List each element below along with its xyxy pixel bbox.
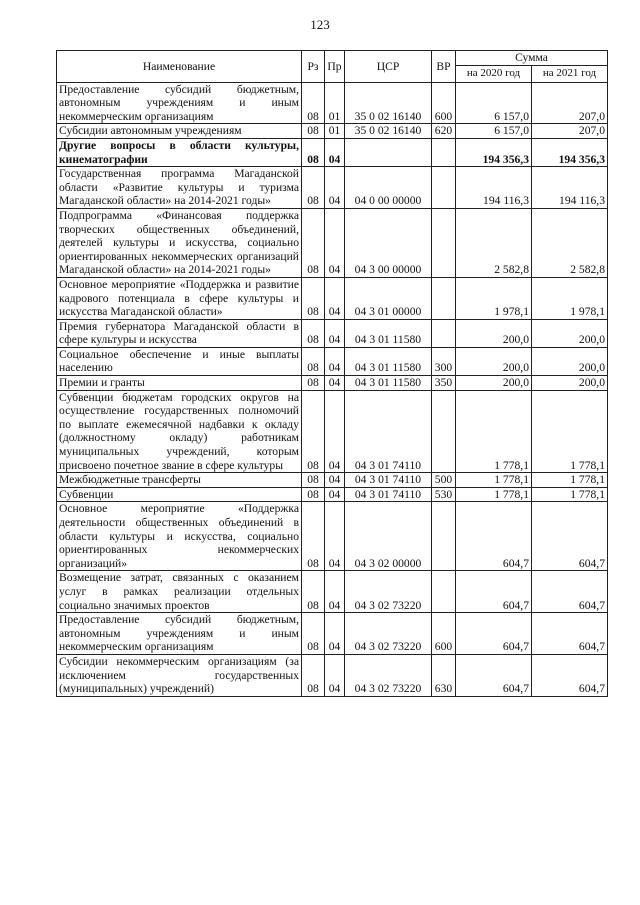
row-pr: 04 <box>325 654 345 696</box>
row-sum-2021: 604,7 <box>532 571 608 613</box>
row-pr: 04 <box>325 208 345 277</box>
header-csr: ЦСР <box>345 51 432 83</box>
row-rz: 08 <box>302 390 325 473</box>
table-row <box>57 571 608 613</box>
row-rz: 08 <box>302 502 325 571</box>
page-number: 123 <box>310 17 330 32</box>
row-vr <box>432 502 456 571</box>
row-csr: 04 0 00 00000 <box>345 167 432 209</box>
row-rz: 08 <box>302 82 325 124</box>
row-rz: 08 <box>302 124 325 139</box>
table-row <box>57 390 608 473</box>
row-vr: 630 <box>432 654 456 696</box>
table-body <box>57 82 608 696</box>
row-sum-2021: 604,7 <box>532 502 608 571</box>
row-name: Другие вопросы в области культуры, кинематографии <box>57 138 302 166</box>
row-rz: 08 <box>302 473 325 488</box>
table-row <box>57 124 608 139</box>
row-name: Предоставление субсидий бюджетным, автономным учреждениям и иным некоммерческим организациям <box>57 82 302 124</box>
row-sum-2020: 194 116,3 <box>456 167 532 209</box>
row-csr: 35 0 02 16140 <box>345 124 432 139</box>
row-csr: 04 3 01 74110 <box>345 390 432 473</box>
row-name: Государственная программа Магаданской области «Развитие культуры и туризма Магаданской области» на 2014-2021 годы» <box>57 167 302 209</box>
row-sum-2020: 604,7 <box>456 571 532 613</box>
table-row <box>57 502 608 571</box>
row-vr <box>432 208 456 277</box>
table-row <box>57 82 608 124</box>
row-name: Подпрограмма «Финансовая поддержка творческих общественных объединений, деятелей культуры и искусства, социально ориентированных некоммерческих организаций Магаданской области» на 2014-2021 годы» <box>57 208 302 277</box>
row-pr: 04 <box>325 376 345 391</box>
row-vr <box>432 319 456 347</box>
row-sum-2021: 604,7 <box>532 654 608 696</box>
row-rz: 08 <box>302 277 325 319</box>
header-year-2020: на 2020 год <box>456 65 532 82</box>
row-sum-2021: 1 778,1 <box>532 473 608 488</box>
row-name: Предоставление субсидий бюджетным, автономным учреждениям и иным некоммерческим организациям <box>57 613 302 655</box>
row-csr: 04 3 01 11580 <box>345 319 432 347</box>
row-pr: 04 <box>325 319 345 347</box>
row-pr: 04 <box>325 277 345 319</box>
row-pr: 04 <box>325 487 345 502</box>
row-pr: 04 <box>325 571 345 613</box>
header-year-2021: на 2021 год <box>532 65 608 82</box>
row-sum-2021: 207,0 <box>532 124 608 139</box>
row-rz: 08 <box>302 571 325 613</box>
header-rz: Рз <box>302 51 325 83</box>
row-pr: 01 <box>325 124 345 139</box>
budget-table <box>56 50 608 697</box>
row-name: Субвенции <box>57 487 302 502</box>
row-sum-2021: 1 778,1 <box>532 487 608 502</box>
row-rz: 08 <box>302 167 325 209</box>
row-rz: 08 <box>302 376 325 391</box>
row-csr: 04 3 00 00000 <box>345 208 432 277</box>
row-rz: 08 <box>302 208 325 277</box>
row-sum-2021: 2 582,8 <box>532 208 608 277</box>
row-vr <box>432 167 456 209</box>
row-csr <box>345 138 432 166</box>
row-sum-2020: 6 157,0 <box>456 82 532 124</box>
row-sum-2020: 604,7 <box>456 502 532 571</box>
header-name: Наименование <box>57 51 302 83</box>
row-sum-2021: 200,0 <box>532 319 608 347</box>
row-csr: 35 0 02 16140 <box>345 82 432 124</box>
row-sum-2021: 604,7 <box>532 613 608 655</box>
row-sum-2021: 194 116,3 <box>532 167 608 209</box>
row-sum-2020: 1 778,1 <box>456 390 532 473</box>
table-row <box>57 208 608 277</box>
table-row <box>57 613 608 655</box>
row-sum-2020: 1 778,1 <box>456 487 532 502</box>
row-sum-2021: 1 978,1 <box>532 277 608 319</box>
row-vr: 600 <box>432 82 456 124</box>
row-name: Субвенции бюджетам городских округов на осуществление государственных полномочий по выплате ежемесячной надбавки к окладу (должностному окладу) работникам муниципальных учреждений, которым присвоено почетное звание в сфере культуры <box>57 390 302 473</box>
row-vr <box>432 390 456 473</box>
row-pr: 04 <box>325 390 345 473</box>
row-name: Премии и гранты <box>57 376 302 391</box>
row-pr: 04 <box>325 347 345 375</box>
row-vr: 600 <box>432 613 456 655</box>
row-sum-2020: 1 778,1 <box>456 473 532 488</box>
row-name: Премия губернатора Магаданской области в сфере культуры и искусства <box>57 319 302 347</box>
row-csr: 04 3 01 11580 <box>345 376 432 391</box>
row-pr: 04 <box>325 473 345 488</box>
row-pr: 04 <box>325 167 345 209</box>
row-sum-2020: 200,0 <box>456 347 532 375</box>
row-vr: 530 <box>432 487 456 502</box>
row-vr: 620 <box>432 124 456 139</box>
table-row <box>57 319 608 347</box>
header-sum: Сумма <box>456 51 608 66</box>
row-vr: 500 <box>432 473 456 488</box>
table-row <box>57 277 608 319</box>
header-pr: Пр <box>325 51 345 83</box>
row-rz: 08 <box>302 138 325 166</box>
row-vr <box>432 277 456 319</box>
row-sum-2020: 604,7 <box>456 654 532 696</box>
row-sum-2020: 2 582,8 <box>456 208 532 277</box>
row-csr: 04 3 01 74110 <box>345 487 432 502</box>
row-csr: 04 3 02 73220 <box>345 571 432 613</box>
row-csr: 04 3 02 00000 <box>345 502 432 571</box>
table-row <box>57 347 608 375</box>
table-row <box>57 487 608 502</box>
row-vr <box>432 571 456 613</box>
row-sum-2021: 200,0 <box>532 347 608 375</box>
table-row <box>57 473 608 488</box>
row-csr: 04 3 01 00000 <box>345 277 432 319</box>
row-sum-2020: 200,0 <box>456 376 532 391</box>
row-rz: 08 <box>302 613 325 655</box>
row-name: Субсидии некоммерческим организациям (за исключением государственных (муниципальных) учреждений) <box>57 654 302 696</box>
table-row <box>57 138 608 166</box>
table-row <box>57 654 608 696</box>
row-name: Основное мероприятие «Поддержка деятельности общественных объединений в области культуры и искусства, социально ориентированных некоммерческих организаций» <box>57 502 302 571</box>
row-csr: 04 3 02 73220 <box>345 613 432 655</box>
row-rz: 08 <box>302 319 325 347</box>
row-rz: 08 <box>302 654 325 696</box>
row-name: Субсидии автономным учреждениям <box>57 124 302 139</box>
row-sum-2020: 194 356,3 <box>456 138 532 166</box>
row-sum-2021: 1 778,1 <box>532 390 608 473</box>
row-csr: 04 3 01 11580 <box>345 347 432 375</box>
row-name: Межбюджетные трансферты <box>57 473 302 488</box>
row-rz: 08 <box>302 347 325 375</box>
table-row <box>57 376 608 391</box>
row-name: Возмещение затрат, связанных с оказанием услуг в рамках реализации отдельных социально значимых проектов <box>57 571 302 613</box>
row-name: Социальное обеспечение и иные выплаты населению <box>57 347 302 375</box>
row-sum-2020: 604,7 <box>456 613 532 655</box>
row-pr: 04 <box>325 502 345 571</box>
row-sum-2021: 200,0 <box>532 376 608 391</box>
row-pr: 04 <box>325 138 345 166</box>
row-pr: 04 <box>325 613 345 655</box>
row-csr: 04 3 02 73220 <box>345 654 432 696</box>
row-name: Основное мероприятие «Поддержка и развитие кадрового потенциала в сфере культуры и искусства Магаданской области» <box>57 277 302 319</box>
row-rz: 08 <box>302 487 325 502</box>
row-sum-2020: 200,0 <box>456 319 532 347</box>
header-vr: ВР <box>432 51 456 83</box>
row-sum-2020: 1 978,1 <box>456 277 532 319</box>
row-sum-2021: 194 356,3 <box>532 138 608 166</box>
row-sum-2020: 6 157,0 <box>456 124 532 139</box>
row-csr: 04 3 01 74110 <box>345 473 432 488</box>
row-vr <box>432 138 456 166</box>
row-pr: 01 <box>325 82 345 124</box>
table-row <box>57 167 608 209</box>
row-vr: 300 <box>432 347 456 375</box>
row-vr: 350 <box>432 376 456 391</box>
row-sum-2021: 207,0 <box>532 82 608 124</box>
